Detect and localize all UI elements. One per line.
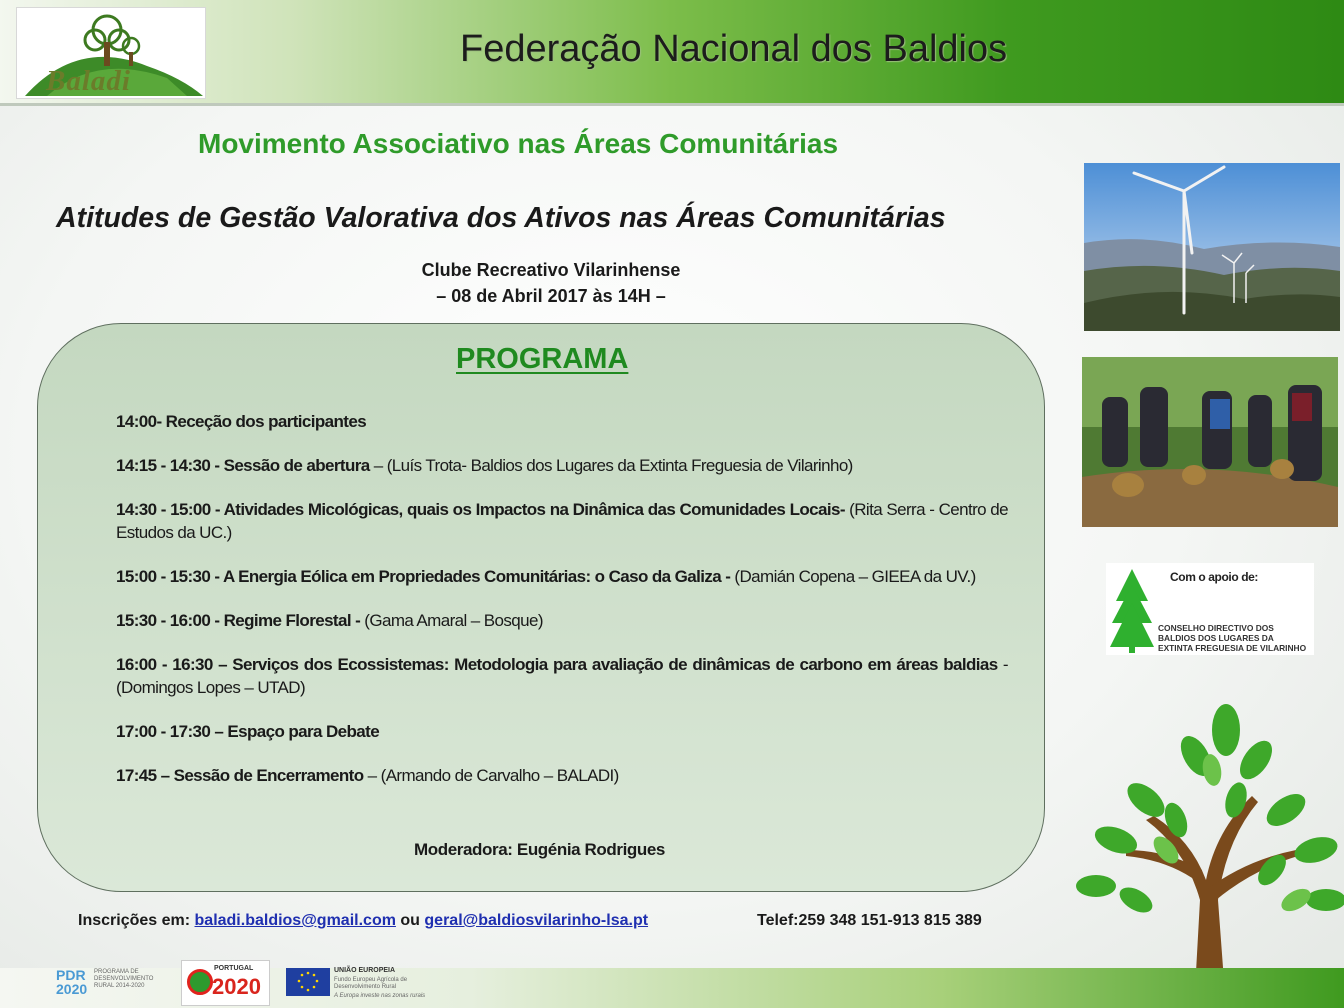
eu-label: UNIÃO EUROPEIA — [334, 967, 396, 974]
or-text: ou — [400, 912, 420, 929]
eu-tagline: A Europa investe nas zonas rurais — [334, 993, 426, 999]
item-speaker: (Rita Serra - Centro de Estudos da UC.) — [116, 500, 1008, 542]
item-speaker: - (Domingos Lopes – UTAD) — [116, 655, 1008, 697]
item-speaker: – (Luís Trota- Baldios dos Lugares da Extinta Freguesia de Vilarinho) — [369, 456, 853, 475]
item-time-title: 15:00 - 15:30 - A Energia Eólica em Propriedades Comunitárias: o Caso da Galiza - — [116, 567, 731, 586]
item-time-title: 14:15 - 14:30 - Sessão de abertura — [116, 456, 370, 475]
venue-name: Clube Recreativo Vilarinhense — [421, 260, 681, 280]
subtitle: Movimento Associativo nas Áreas Comunitárias — [198, 128, 839, 159]
item-time-title: 14:00- Receção dos participantes — [116, 412, 367, 431]
sponsor-box — [1106, 563, 1314, 655]
eu-flag-icon — [286, 968, 330, 996]
baladi-logo — [16, 7, 206, 99]
portugal-label: PORTUGAL — [214, 965, 254, 972]
schedule-list — [116, 410, 1008, 787]
venue-block — [396, 257, 706, 309]
pine-tree-icon — [1110, 567, 1154, 653]
sponsor-label: Com o apoio de: — [1170, 570, 1258, 584]
page-title: Federação Nacional dos Baldios — [460, 28, 1008, 70]
wind-turbine-landscape-icon — [1084, 163, 1340, 331]
item-time-title: 16:00 - 16:30 – Serviços dos Ecossistemas: Metodologia para avaliação de dinâmicas de carbono em áreas baldias — [116, 655, 998, 674]
sponsor-name: CONSELHO DIRECTIVO DOS BALDIOS DOS LUGARES DA EXTINTA FREGUESIA DE VILARINHO — [1158, 623, 1307, 653]
portugal2020-logo — [181, 960, 270, 1006]
registration-line — [78, 912, 648, 930]
schedule-item — [116, 764, 1008, 787]
registration-label: Inscrições em: — [78, 912, 191, 929]
pdr2020-logo — [56, 966, 168, 1000]
item-time-title: 17:45 – Sessão de Encerramento — [116, 766, 364, 785]
eu-logo — [286, 966, 446, 1002]
eu-fund: Fundo Europeu Agrícola de Desenvolvimento Rural — [334, 977, 408, 990]
item-time-title: 14:30 - 15:00 - Atividades Micológicas, quais os Impactos na Dinâmica das Comunidades Locais- — [116, 500, 845, 519]
event-date: – 08 de Abril 2017 às 14H – — [436, 286, 666, 306]
schedule-item — [116, 498, 1008, 544]
event-title: Atitudes de Gestão Valorativa dos Ativos nas Áreas Comunitárias — [56, 202, 946, 234]
decorative-tree-icon — [1076, 700, 1344, 1008]
logo-text: Baladi — [46, 65, 131, 97]
portugal-year: 2020 — [212, 974, 261, 999]
item-speaker: (Gama Amaral – Bosque) — [360, 611, 543, 630]
pdr-mark: PDR 2020 — [56, 967, 88, 997]
program-title: PROGRAMA — [456, 343, 629, 375]
phone-number: Telef:259 348 151-913 815 389 — [757, 912, 982, 929]
item-time-title: 17:00 - 17:30 – Espaço para Debate — [116, 722, 380, 741]
wind-turbines-photo — [1084, 163, 1340, 331]
schedule-item — [116, 653, 1008, 699]
email-link-vilarinho[interactable]: geral@baldiosvilarinho-lsa.pt — [424, 912, 649, 929]
email-link-baladi[interactable]: baladi.baldios@gmail.com — [194, 912, 396, 929]
hikers-in-forest-icon — [1082, 357, 1338, 527]
pdr-text: PROGRAMA DE DESENVOLVIMENTO RURAL 2014-2020 — [94, 969, 154, 989]
item-speaker: (Damián Copena – GIEEA da UV.) — [730, 567, 976, 586]
hikers-photo — [1082, 357, 1338, 527]
portugal-emblem-icon — [187, 969, 213, 995]
schedule-item — [116, 410, 1008, 433]
schedule-item — [116, 565, 1008, 588]
moderator: Moderadora: Eugénia Rodrigues — [414, 840, 665, 859]
schedule-item — [116, 609, 1008, 632]
item-speaker: – (Armando de Carvalho – BALADI) — [363, 766, 619, 785]
schedule-item — [116, 720, 1008, 743]
schedule-item — [116, 454, 1008, 477]
item-time-title: 15:30 - 16:00 - Regime Florestal - — [116, 611, 361, 630]
